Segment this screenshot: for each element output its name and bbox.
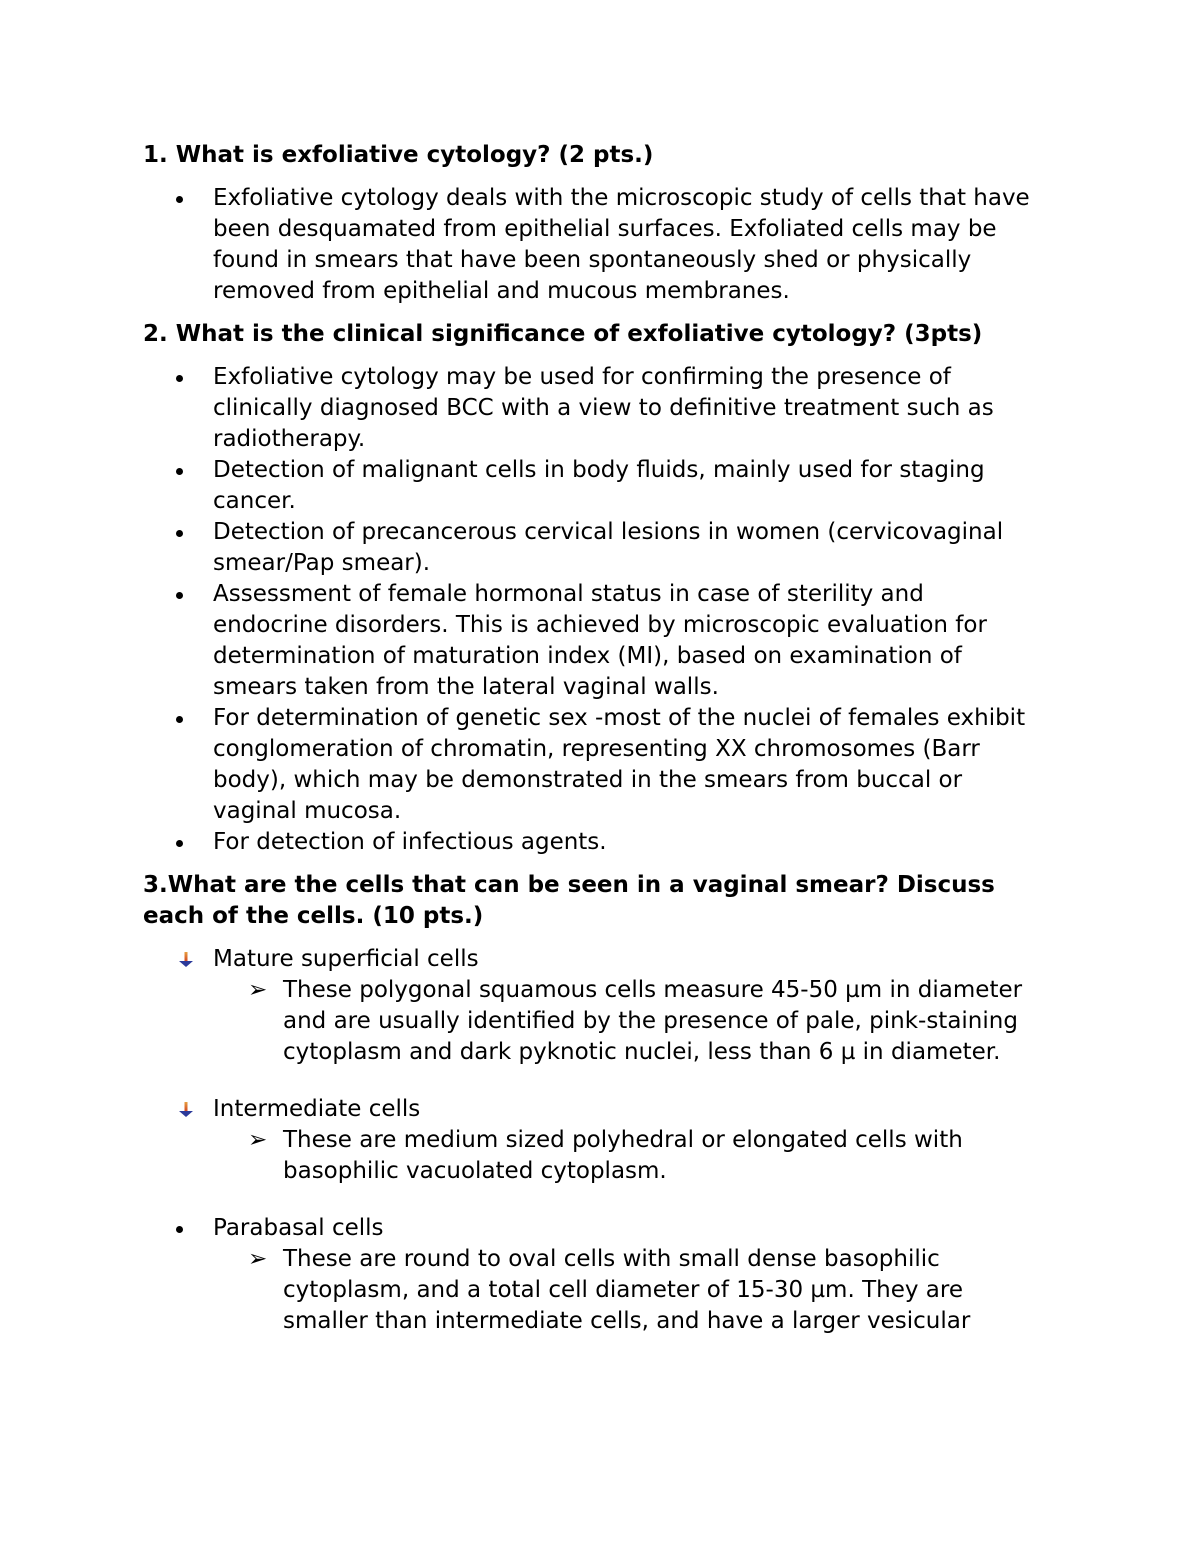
description-line: smaller than intermediate cells, and have a larger vesicular (283, 1308, 971, 1334)
question-1-answer-list (143, 183, 1063, 307)
question-2-answer-list (143, 362, 1063, 858)
question-2-title: 2. What is the clinical significance of exfoliative cytology? (3pts) (143, 321, 983, 347)
description-line: cytoplasm and dark pyknotic nuclei, less than 6 µ in diameter. (283, 1039, 1001, 1065)
cell-description (143, 1125, 1063, 1187)
answer-line: clinically diagnosed BCC with a view to definitive treatment such as (213, 395, 994, 421)
answer-line: Detection of malignant cells in body fluids, mainly used for staging (213, 457, 985, 483)
description-line: and are usually identified by the presence of pale, pink-staining (283, 1008, 1018, 1034)
description-line: These are medium sized polyhedral or elongated cells with (283, 1127, 963, 1153)
cell-type-item (143, 1213, 1063, 1244)
answer-line: radiotherapy. (213, 426, 366, 452)
answer-line: Exfoliative cytology may be used for confirming the presence of (213, 364, 951, 390)
cell-type-item (143, 944, 1063, 975)
cell-type-name: Intermediate cells (213, 1096, 421, 1122)
list-item (143, 455, 1063, 517)
answer-line: smears taken from the lateral vaginal walls. (213, 674, 719, 700)
answer-line: For detection of infectious agents. (213, 829, 607, 855)
list-item (143, 827, 1063, 858)
answer-line: conglomeration of chromatin, representing XX chromosomes (Barr (213, 736, 980, 762)
answer-line: cancer. (213, 488, 296, 514)
arrow-down-icon (179, 950, 193, 970)
answer-line: vaginal mucosa. (213, 798, 402, 824)
answer-line: endocrine disorders. This is achieved by microscopic evaluation for (213, 612, 987, 638)
arrow-right-bullet-icon: ➢ (248, 1127, 268, 1153)
list-item (143, 579, 1063, 703)
description-line: These are round to oval cells with small dense basophilic (283, 1246, 940, 1272)
question-3-title (143, 870, 1063, 932)
description-line: basophilic vacuolated cytoplasm. (283, 1158, 667, 1184)
answer-line: Detection of precancerous cervical lesions in women (cervicovaginal (213, 519, 1004, 545)
description-line: cytoplasm, and a total cell diameter of 15-30 µm. They are (283, 1277, 963, 1303)
answer-line: body), which may be demonstrated in the smears from buccal or (213, 767, 963, 793)
cell-type-name: Parabasal cells (213, 1215, 384, 1241)
arrow-right-bullet-icon: ➢ (248, 1246, 268, 1272)
answer-line: found in smears that have been spontaneously shed or physically (213, 247, 972, 273)
arrow-down-icon (179, 1100, 193, 1120)
arrow-right-bullet-icon: ➢ (248, 977, 268, 1003)
cell-description (143, 975, 1063, 1068)
list-item (143, 362, 1063, 455)
question-1-title: 1. What is exfoliative cytology? (2 pts.) (143, 142, 654, 168)
question-3-title-line: each of the cells. (10 pts.) (143, 903, 484, 929)
list-item (143, 703, 1063, 827)
list-item (143, 517, 1063, 579)
answer-line: Exfoliative cytology deals with the microscopic study of cells that have (213, 185, 1030, 211)
cell-description (143, 1244, 1063, 1337)
answer-line: Assessment of female hormonal status in case of sterility and (213, 581, 924, 607)
answer-line: smear/Pap smear). (213, 550, 431, 576)
list-item (143, 183, 1063, 307)
answer-line: removed from epithelial and mucous membranes. (213, 278, 790, 304)
description-line: These polygonal squamous cells measure 45-50 µm in diameter (283, 977, 1023, 1003)
cell-type-item (143, 1094, 1063, 1125)
cell-type-list (143, 944, 1063, 1337)
document-page (143, 140, 1063, 1337)
answer-line: been desquamated from epithelial surfaces. Exfoliated cells may be (213, 216, 997, 242)
answer-line: For determination of genetic sex -most of the nuclei of females exhibit (213, 705, 1026, 731)
answer-line: determination of maturation index (MI), based on examination of (213, 643, 962, 669)
cell-type-name: Mature superficial cells (213, 946, 479, 972)
question-3-title-line: 3.What are the cells that can be seen in a vaginal smear? Discuss (143, 872, 995, 898)
